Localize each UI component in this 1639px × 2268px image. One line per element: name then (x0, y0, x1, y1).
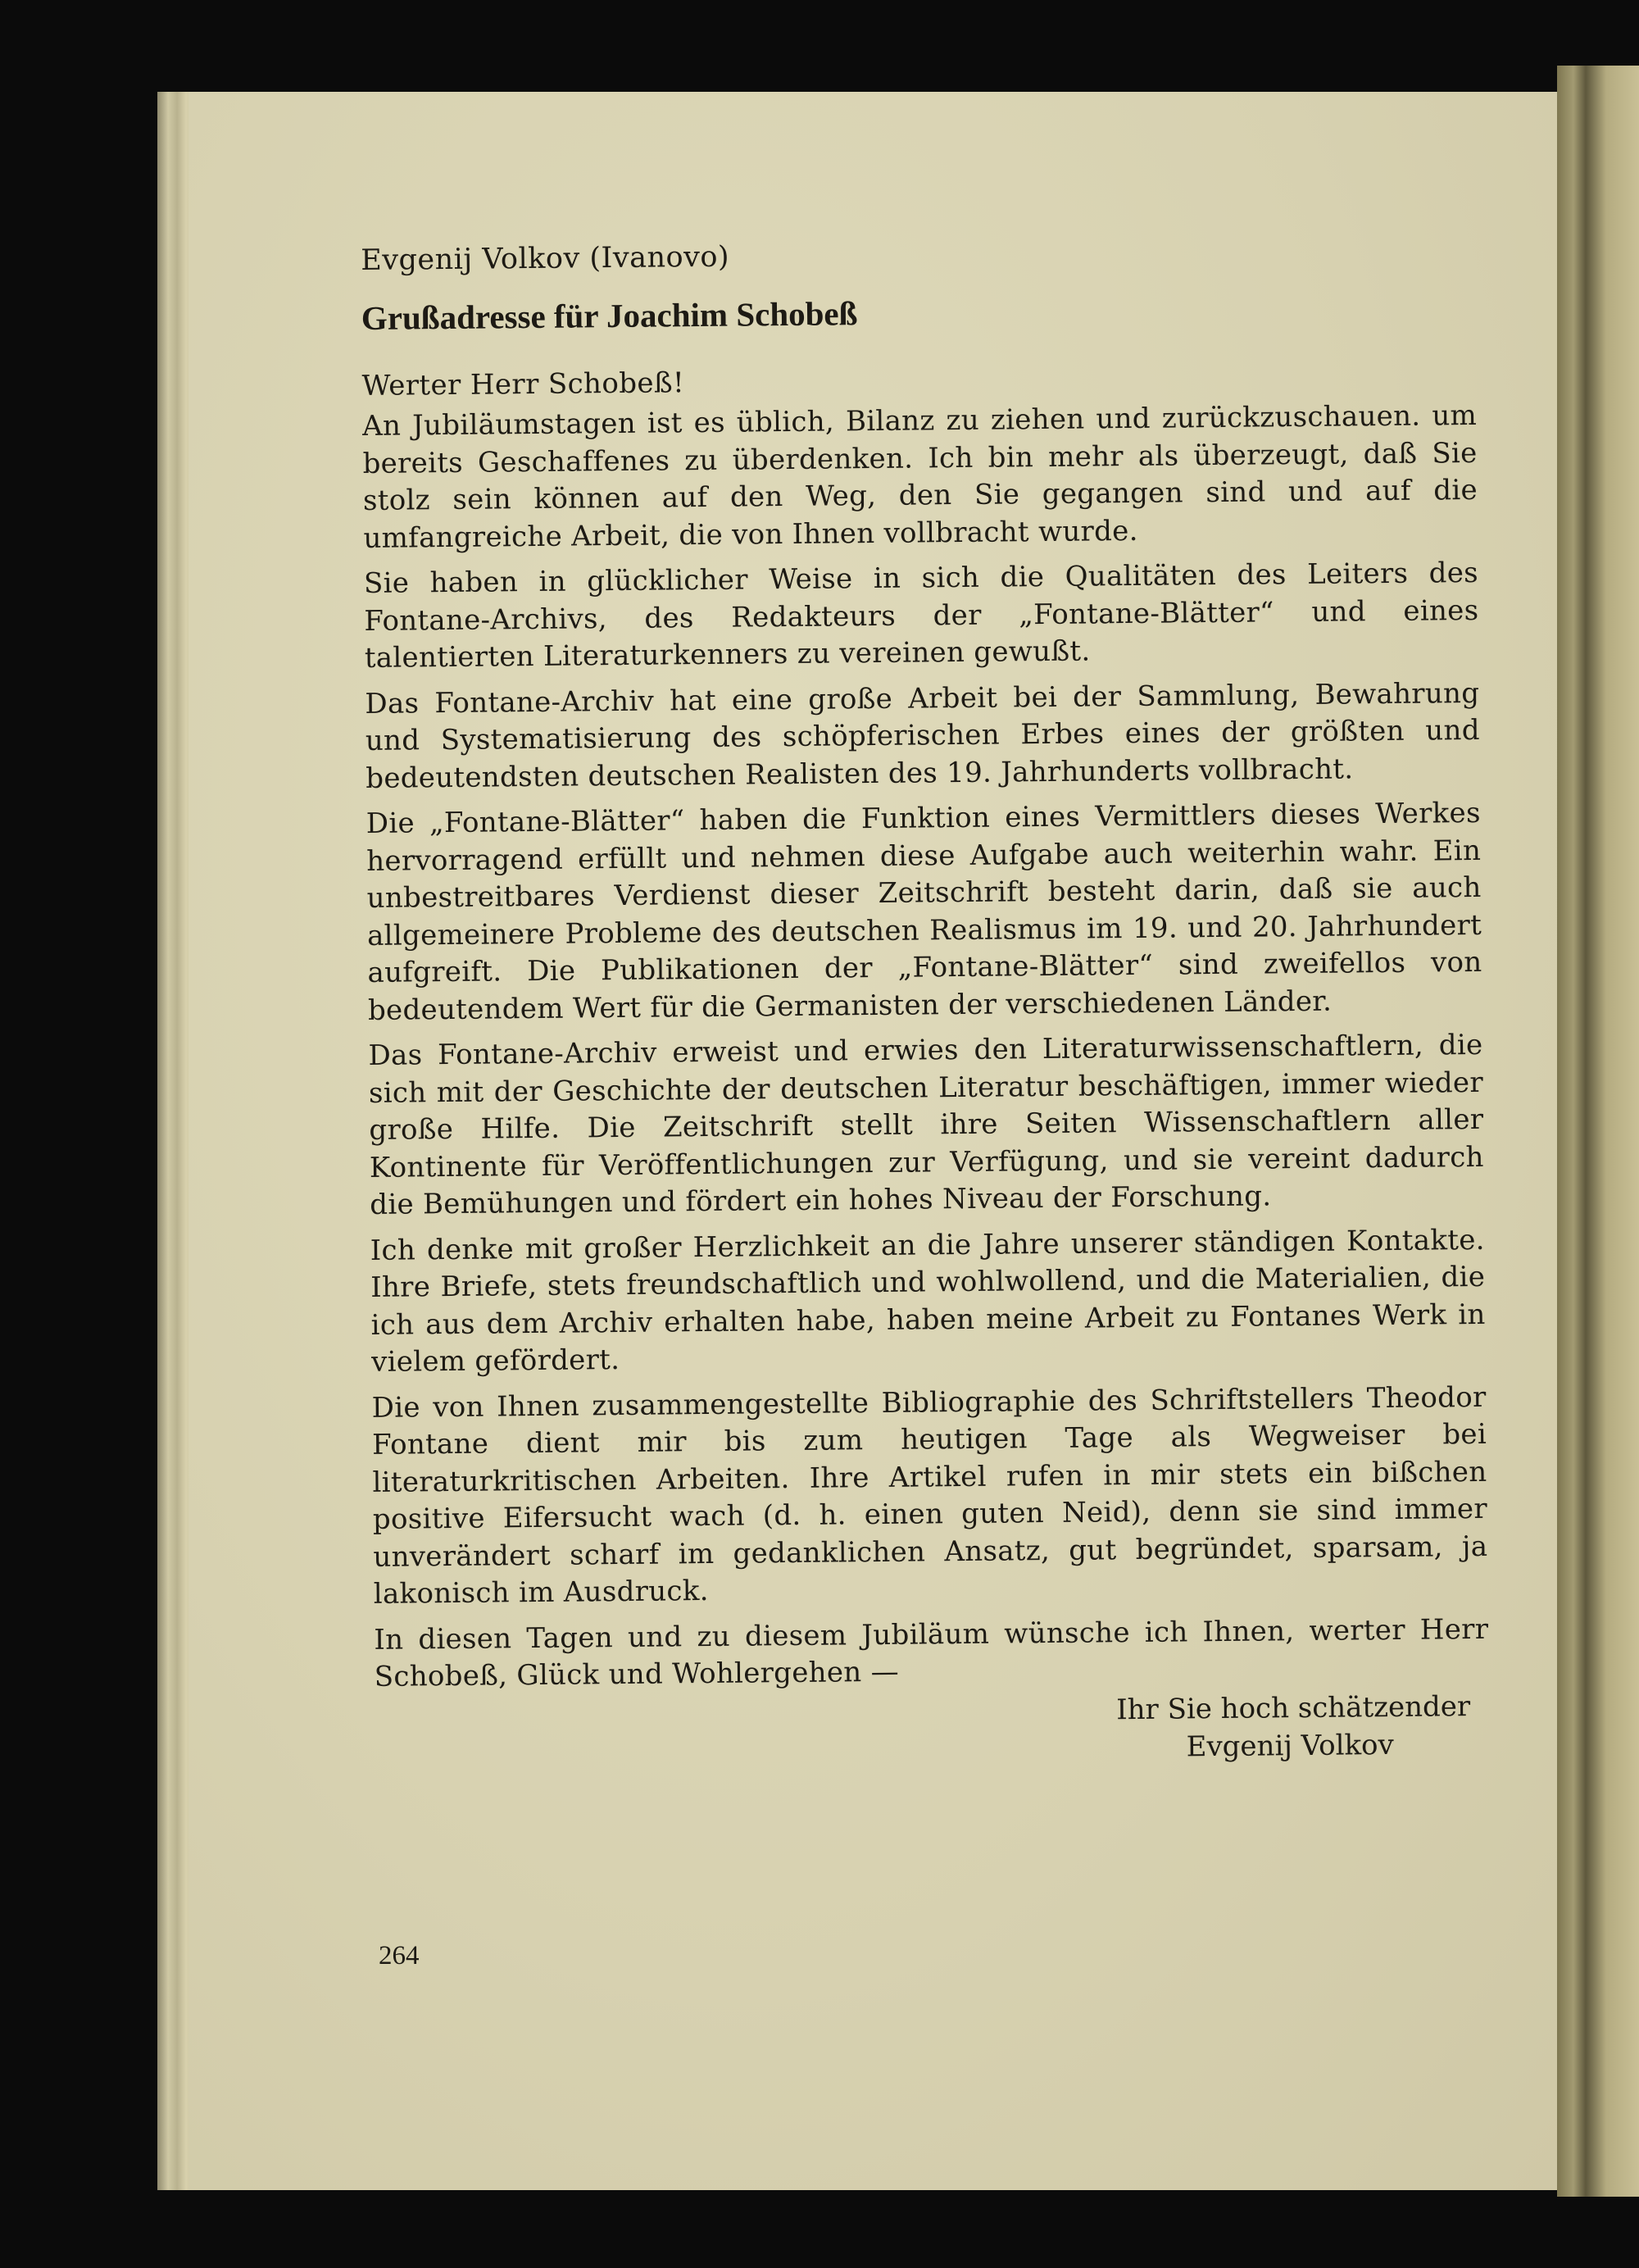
paragraph-2: Sie haben in glücklicher Weise in sich die Qualitäten des Leiters des Fontane-Archivs, des Redakteurs der „Fontane-Blätter“ und eines talentierten Literaturkenners zu vereinen gewußt. (363, 556, 1479, 675)
salutation: Werter Herr Schobeß! (361, 366, 685, 402)
letter-title: Grußadresse für Joachim Schobeß (361, 294, 858, 337)
closing-line: Ihr Sie hoch schätzender (1116, 1689, 1471, 1726)
letter-content (361, 232, 1490, 1773)
author-line: Evgenij Volkov (Ivanovo) (361, 240, 730, 277)
adjacent-page-edge (1557, 66, 1639, 2197)
page-number: 264 (379, 1941, 420, 1970)
paragraph-1: An Jubiläumstagen ist es üblich, Bilanz zu ziehen und zurückzuschauen. um bereits Geschaffenes zu überdenken. Ich bin mehr als überzeugt, daß Sie stolz sein können auf den Weg, den Sie gegangen sind und auf die umfangreiche Arbeit, die von Ihnen vollbracht wurde. (361, 398, 1478, 555)
paragraph-3: Das Fontane-Archiv hat eine große Arbeit bei der Sammlung, Bewahrung und Systematisierung des schöpferischen Erbes eines der größten und bedeutendsten deutschen Realisten des 19. Jahrhunderts vollbracht. (365, 676, 1480, 795)
paragraph-7: Die von Ihnen zusammengestellte Bibliographie des Schriftstellers Theodor Fontane dient mir bis zum heutigen Tage als Wegweiser bei literaturkritischen Arbeiten. Ihre Artikel rufen in mir stets ein bißchen positive Eifersucht wach (d. h. einen guten Neid), denn sie sind immer unverändert scharf im gedanklichen Ansatz, gut begründet, sparsam, ja lakonisch im Ausdruck. (371, 1380, 1488, 1611)
signature: Evgenij Volkov (1186, 1728, 1394, 1763)
paragraph-6: Ich denke mit großer Herzlichkeit an die Jahre unserer ständigen Kontakte. Ihre Briefe, stets freundschaftlich und wohlwollend, und die Materialien, die ich aus dem Archiv erhalten habe, haben meine Arbeit zu Fontanes Werk in vielem gefördert. (370, 1223, 1486, 1379)
paragraph-5: Das Fontane-Archiv erweist und erwies den Literaturwissenschaftlern, die sich mit der Geschichte der deutschen Literatur beschäftigen, immer wieder große Hilfe. Die Zeitschrift stellt ihre Seiten Wissenschaftlern aller Kontinente für Veröffentlichungen zur Verfügung, und sie vereint dadurch die Bemühungen und fördert ein hohes Niveau der Forschung. (368, 1028, 1484, 1221)
paragraph-8: In diesen Tagen und zu diesem Jubiläum wünsche ich Ihnen, werter Herr Schobeß, Glück und Wohlergehen — (374, 1612, 1489, 1693)
paragraph-4: Die „Fontane-Blätter“ haben die Funktion eines Vermittlers dieses Werkes hervorragend erfüllt und nehmen diese Aufgabe auch weiterhin wahr. Ein unbestreitbares Verdienst dieser Zeitschrift besteht darin, daß sie auch allgemeinere Probleme des deutschen Realismus im 19. und 20. Jahrhundert aufgreift. Die Publikationen der „Fontane-Blätter“ sind zweifellos von bedeutendem Wert für die Germanisten der verschiedenen Länder. (365, 796, 1482, 1027)
